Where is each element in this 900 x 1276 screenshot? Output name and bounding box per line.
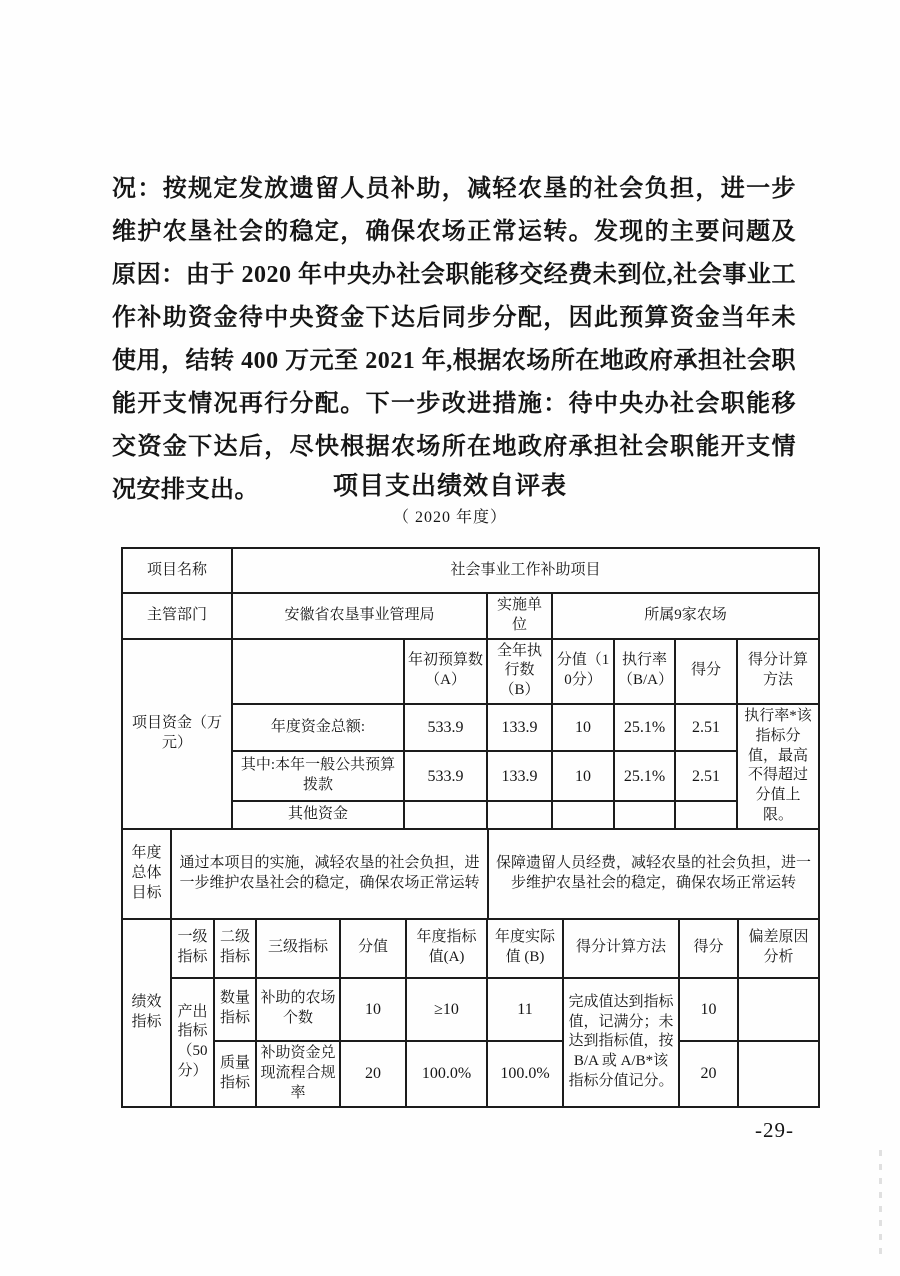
funding-method-note: 执行率*该指标分值，最高不得超过分值上限。 xyxy=(737,704,819,829)
department-label: 主管部门 xyxy=(122,593,232,639)
indicators-header-actual: 年度实际值 (B) xyxy=(487,919,563,978)
funding-row-name: 年度资金总额: xyxy=(232,704,404,751)
self-evaluation-table xyxy=(121,547,818,1108)
indicators-header-points: 分值 xyxy=(340,919,406,978)
empty-cell xyxy=(232,639,404,704)
indicator-level3: 补助的农场个数 xyxy=(256,978,340,1041)
indicators-header-level2: 二级指标 xyxy=(214,919,256,978)
funding-score: 2.51 xyxy=(675,751,737,801)
funding-points: 10 xyxy=(552,751,614,801)
empty-cell xyxy=(487,801,552,829)
implementer-value: 所属9家农场 xyxy=(552,593,819,639)
indicator-actual: 100.0% xyxy=(487,1041,563,1107)
goal-row xyxy=(122,829,819,919)
indicator-points: 10 xyxy=(340,978,406,1041)
body-paragraph: 况：按规定发放遗留人员补助，减轻农垦的社会负担，进一步维护农垦社会的稳定，确保农场正常运转。发现的主要问题及原因：由于 2020 年中央办社会职能移交经费未到位,社会事业工作补助资金待中央资金下达后同步分配，因此预算资金当年未使用，结转 400 万元至 2021 年,根据农场所在地政府承担社会职能开支情况再行分配。下一步改进措施：待中央办社会职能移交资金下达后，尽快根据农场所在地政府承担社会职能开支情况安排支出。 xyxy=(112,176,796,503)
funding-row-name: 其中:本年一般公共预算拨款 xyxy=(232,751,404,801)
implementer-label: 实施单位 xyxy=(487,593,552,639)
indicators-header-level3: 三级指标 xyxy=(256,919,340,978)
indicator-actual: 11 xyxy=(487,978,563,1041)
indicators-header-score: 得分 xyxy=(679,919,738,978)
empty-cell xyxy=(404,801,487,829)
indicators-header-method: 得分计算方法 xyxy=(563,919,679,978)
project-name-value: 社会事业工作补助项目 xyxy=(232,548,819,593)
indicators-header-level1: 一级指标 xyxy=(171,919,214,978)
indicator-deviation xyxy=(738,978,819,1041)
funding-score: 2.51 xyxy=(675,704,737,751)
funding-header-method: 得分计算方法 xyxy=(737,639,819,704)
page-subtitle: （ 2020 年度） xyxy=(392,509,507,526)
table-row xyxy=(122,548,819,593)
indicators-header-deviation: 偏差原因分析 xyxy=(738,919,819,978)
indicator-points: 20 xyxy=(340,1041,406,1107)
funding-header-executed: 全年执行数（B） xyxy=(487,639,552,704)
funding-rate: 25.1% xyxy=(614,751,675,801)
department-value: 安徽省农垦事业管理局 xyxy=(232,593,487,639)
goal-actual: 保障遗留人员经费，减轻农垦的社会负担，进一步维护农垦社会的稳定，确保农场正常运转 xyxy=(488,829,819,919)
indicator-level2: 数量指标 xyxy=(214,978,256,1041)
table-section-head xyxy=(121,547,820,640)
funding-budget: 533.9 xyxy=(404,751,487,801)
indicator-target: ≥10 xyxy=(406,978,487,1041)
funding-header-row xyxy=(122,639,819,704)
goal-label: 年度总体目标 xyxy=(122,829,171,919)
indicators-header-row xyxy=(122,919,819,978)
table-section-goal xyxy=(121,828,820,920)
indicator-score: 10 xyxy=(679,978,738,1041)
table-section-funding xyxy=(121,638,820,830)
indicator-level2: 质量指标 xyxy=(214,1041,256,1107)
scan-edge-artifact xyxy=(879,1150,882,1260)
funding-points: 10 xyxy=(552,704,614,751)
indicator-row-quantity xyxy=(122,978,819,1041)
funding-executed: 133.9 xyxy=(487,751,552,801)
indicators-method-note: 完成值达到指标值，记满分；未达到指标值，按B/A 或 A/B*该指标分值记分。 xyxy=(563,978,679,1107)
project-name-label: 项目名称 xyxy=(122,548,232,593)
indicators-label: 绩效指标 xyxy=(122,919,171,1107)
indicators-header-target: 年度指标值(A) xyxy=(406,919,487,978)
funding-header-score: 得分 xyxy=(675,639,737,704)
page-number: -29- xyxy=(755,1118,794,1142)
indicator-score: 20 xyxy=(679,1041,738,1107)
indicator-level3: 补助资金兑现流程合规率 xyxy=(256,1041,340,1107)
funding-rate: 25.1% xyxy=(614,704,675,751)
funding-row-name: 其他资金 xyxy=(232,801,404,829)
funding-executed: 133.9 xyxy=(487,704,552,751)
indicator-level1-value: 产出指标（50分） xyxy=(171,978,214,1107)
funding-budget: 533.9 xyxy=(404,704,487,751)
indicator-deviation xyxy=(738,1041,819,1107)
table-row xyxy=(122,593,819,639)
empty-cell xyxy=(675,801,737,829)
indicator-target: 100.0% xyxy=(406,1041,487,1107)
table-section-indicators xyxy=(121,918,820,1108)
page-title: 项目支出绩效自评表 xyxy=(332,472,567,500)
funding-header-rate: 执行率（B/A） xyxy=(614,639,675,704)
goal-planned: 通过本项目的实施，减轻农垦的社会负担，进一步维护农垦社会的稳定，确保农场正常运转 xyxy=(171,829,488,919)
funding-header-budget: 年初预算数（A） xyxy=(404,639,487,704)
funding-header-points: 分值（10分） xyxy=(552,639,614,704)
empty-cell xyxy=(614,801,675,829)
indicator-row-quality xyxy=(122,1041,819,1107)
funding-label: 项目资金（万元） xyxy=(122,639,232,829)
empty-cell xyxy=(552,801,614,829)
